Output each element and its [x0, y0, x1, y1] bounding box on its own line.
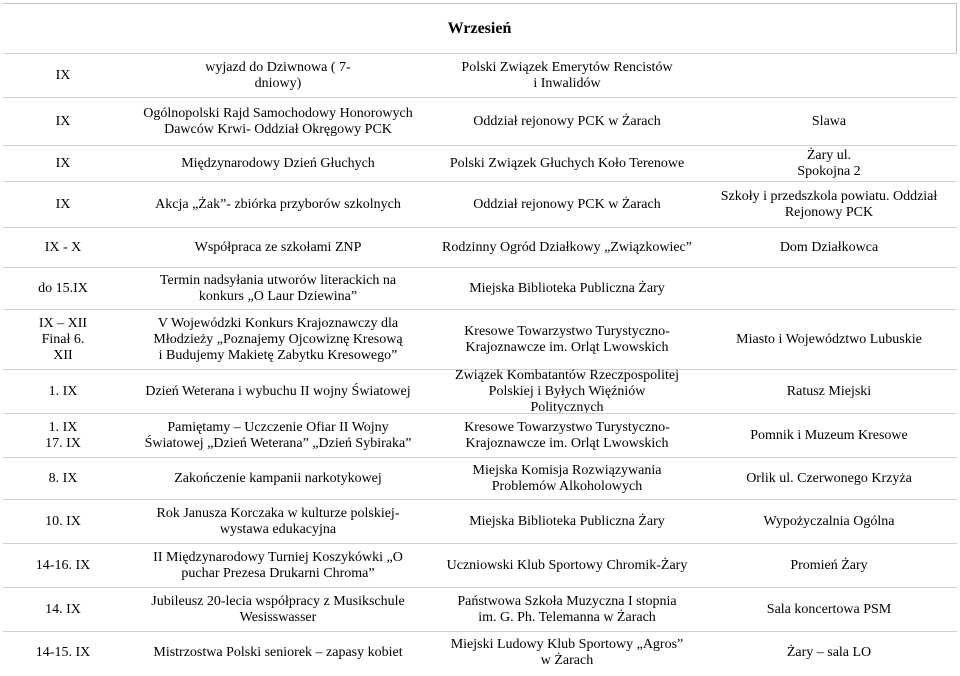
- organizer-cell: Związek Kombatantów Rzeczpospolitej Polskiej i Byłych Więźniów Politycznych: [455, 367, 679, 415]
- place-cell: Sala koncertowa PSM: [766, 601, 892, 617]
- event-cell: II Międzynarodowy Turniej Koszykówki „O puchar Prezesa Drukarni Chroma”: [153, 549, 403, 581]
- place-cell: Miasto i Województwo Lubuskie: [736, 331, 922, 347]
- date-cell: do 15.IX: [38, 280, 88, 296]
- table-row: [3, 587, 957, 631]
- table-row: [3, 267, 957, 309]
- table-row: [3, 181, 957, 227]
- organizer-cell: Miejska Komisja Rozwiązywania Problemów Alkoholowych: [472, 462, 662, 494]
- month-title: Wrzesień: [3, 3, 957, 53]
- place-cell: Pomnik i Muzeum Kresowe: [750, 427, 908, 443]
- date-cell: IX: [55, 113, 71, 129]
- organizer-cell: Polski Związek Głuchych Koło Terenowe: [449, 155, 685, 171]
- table-row: [3, 369, 957, 413]
- organizer-cell: Uczniowski Klub Sportowy Chromik-Żary: [446, 557, 688, 573]
- place-cell: Dom Działkowca: [779, 239, 879, 255]
- place-cell: Slawa: [811, 113, 847, 129]
- table-row: [3, 145, 957, 181]
- date-cell: IX: [55, 196, 71, 212]
- table-row: [3, 631, 957, 673]
- date-cell: 10. IX: [45, 513, 81, 529]
- date-cell: 8. IX: [48, 470, 78, 486]
- organizer-cell: Kresowe Towarzystwo Turystyczno-Krajoznawcze im. Orląt Lwowskich: [464, 323, 670, 355]
- date-cell: IX - X: [44, 239, 82, 255]
- event-cell: Termin nadsyłania utworów literackich na konkurs „O Laur Dziewina”: [159, 272, 397, 304]
- table-row: [3, 413, 957, 457]
- organizer-cell: Miejska Biblioteka Publiczna Żary: [469, 280, 665, 296]
- event-cell: Akcja „Żak”- zbiórka przyborów szkolnych: [155, 196, 401, 212]
- date-cell: 14-15. IX: [35, 644, 91, 660]
- date-cell: 1. IX: [48, 383, 78, 399]
- place-cell: Promień Żary: [790, 557, 868, 573]
- event-cell: Współpraca ze szkołami ZNP: [194, 239, 362, 255]
- organizer-cell: Miejska Biblioteka Publiczna Żary: [469, 513, 665, 529]
- event-cell: Międzynarodowy Dzień Głuchych: [181, 155, 375, 171]
- organizer-cell: Rodzinny Ogród Działkowy „Związkowiec”: [442, 239, 692, 255]
- event-cell: Ogólnopolski Rajd Samochodowy Honorowych Dawców Krwi- Oddział Okręgowy PCK: [143, 105, 413, 137]
- date-cell: IX: [55, 67, 71, 83]
- table-row: [3, 499, 957, 543]
- place-cell: Wypożyczalnia Ogólna: [763, 513, 895, 529]
- date-cell: IX: [55, 155, 71, 171]
- date-cell: IX – XII Finał 6. XII: [38, 315, 88, 363]
- place-cell: [701, 54, 957, 97]
- organizer-cell: Polski Związek Emerytów Rencistów i Inwalidów: [461, 59, 673, 91]
- table-row: [3, 227, 957, 267]
- organizer-cell: Kresowe Towarzystwo Turystyczno-Krajoznawcze im. Orląt Lwowskich: [464, 419, 670, 451]
- place-cell: Orlik ul. Czerwonego Krzyża: [746, 470, 912, 486]
- place-cell: Ratusz Miejski: [786, 383, 872, 399]
- event-cell: Dzień Weterana i wybuchu II wojny Światowej: [145, 383, 411, 399]
- date-cell: 14-16. IX: [35, 557, 91, 573]
- event-cell: wyjazd do Dziwnowa ( 7- dniowy): [205, 59, 351, 91]
- organizer-cell: Oddział rejonowy PCK w Żarach: [473, 196, 661, 212]
- date-cell: 1. IX 17. IX: [45, 419, 81, 451]
- table-row: [3, 457, 957, 499]
- event-cell: Zakończenie kampanii narkotykowej: [174, 470, 382, 486]
- event-cell: Rok Janusza Korczaka w kulturze polskiej- wystawa edukacyjna: [156, 505, 400, 537]
- table-row: [3, 97, 957, 145]
- organizer-cell: Miejski Ludowy Klub Sportowy „Agros” w Żarach: [450, 636, 684, 668]
- event-cell: Mistrzostwa Polski seniorek – zapasy kobiet: [153, 644, 403, 660]
- event-cell: Pamiętamy – Uczczenie Ofiar II Wojny Światowej „Dzień Weterana” „Dzień Sybiraka”: [144, 419, 412, 451]
- place-cell: [701, 268, 957, 309]
- place-cell: Szkoły i przedszkola powiatu. Oddział Rejonowy PCK: [720, 188, 938, 220]
- place-cell: Żary – sala LO: [786, 644, 872, 660]
- table-row: [3, 543, 957, 587]
- table-row: [3, 53, 957, 97]
- place-cell: Żary ul. Spokojna 2: [797, 147, 861, 179]
- event-cell: Jubileusz 20-lecia współpracy z Musikschule Wesisswasser: [151, 593, 405, 625]
- event-cell: V Wojewódzki Konkurs Krajoznawczy dla Młodzieży „Poznajemy Ojcowiznę Kresową i Budujemy Makietę Zabytku Kresowego”: [153, 315, 403, 363]
- date-cell: 14. IX: [45, 601, 81, 617]
- organizer-cell: Oddział rejonowy PCK w Żarach: [473, 113, 661, 129]
- table-row: [3, 309, 957, 369]
- organizer-cell: Państwowa Szkoła Muzyczna I stopnia im. G. Ph. Telemanna w Żarach: [457, 593, 677, 625]
